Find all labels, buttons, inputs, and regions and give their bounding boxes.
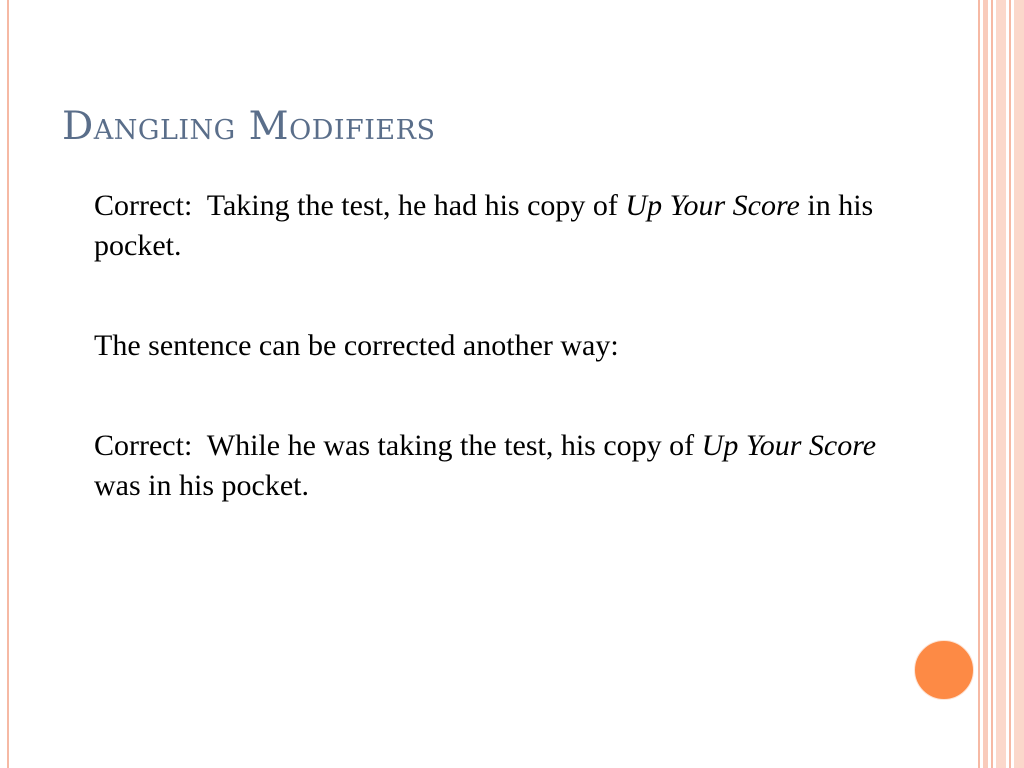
right-stripe [1009, 0, 1011, 768]
sentence-text: While he was taking the test, his copy of [206, 429, 702, 462]
paragraph-correct-1 [94, 186, 894, 266]
right-stripe [1014, 0, 1024, 768]
left-border-line [7, 0, 9, 768]
sentence-text: was in his pocket. [94, 469, 309, 502]
slide-body [94, 186, 894, 506]
slide-title: Dangling Modifiers [62, 104, 436, 149]
paragraph-correct-2 [94, 426, 894, 506]
book-title: Up Your Score [701, 429, 877, 462]
right-stripe [996, 0, 1006, 768]
book-title: Up Your Score [625, 189, 800, 222]
orange-circle-decoration [914, 640, 974, 700]
sentence-text: Taking the test, he had his copy of [206, 189, 626, 222]
paragraph-explanation: The sentence can be corrected another way: [94, 329, 619, 362]
correct-label: Correct: [94, 189, 193, 222]
correct-label: Correct: [94, 429, 193, 462]
right-stripe [983, 0, 988, 768]
right-stripe [991, 0, 993, 768]
sentence-text: in his pocket. [94, 189, 874, 262]
right-stripe [978, 0, 980, 768]
